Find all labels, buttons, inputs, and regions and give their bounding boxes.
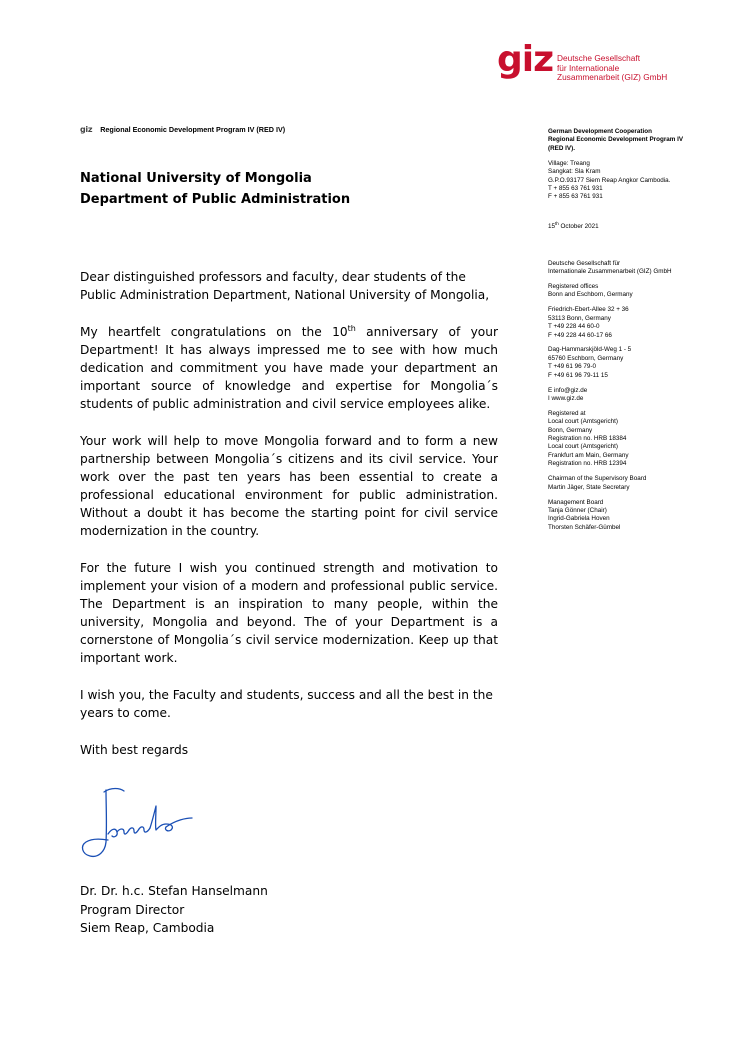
signer-name: Dr. Dr. h.c. Stefan Hanselmann (80, 884, 268, 898)
sidebar-line: 65760 Eschborn, Germany (548, 354, 624, 362)
sidebar-line: F + 855 63 761 931 (548, 193, 603, 201)
sidebar-line: Registration no. HRB 18384 (548, 435, 627, 443)
giz-logo-text (557, 54, 667, 83)
sidebar-line: Internationale Zusammenarbeit (GIZ) GmbH (548, 268, 672, 276)
date-day: 15 (548, 223, 556, 231)
sidebar-line: Registered offices (548, 282, 599, 290)
sidebar-line: Chairman of the Supervisory Board (548, 475, 647, 483)
letter-body (80, 268, 498, 778)
signer-location: Siem Reap, Cambodia (80, 921, 215, 935)
sidebar-line: Registration no. HRB 12394 (548, 460, 627, 468)
giz-logo-mark: giz (497, 39, 554, 80)
sidebar-line: Dag-Hammarskjöld-Weg 1 - 5 (548, 346, 632, 354)
sidebar-line: Registered at (548, 409, 586, 417)
sidebar-eschborn-office (548, 346, 728, 380)
logo-line: Deutsche Gesellschaft (557, 53, 641, 63)
letter-date (548, 223, 728, 231)
signer-title: Program Director (80, 902, 185, 917)
sidebar-bonn-office (548, 306, 728, 340)
sidebar-line: (RED IV). (548, 144, 575, 152)
paragraph-1-start: My heartfelt congratulations on the 10 (80, 325, 348, 339)
logo-line: für Internationale (557, 62, 620, 73)
sidebar-line: Village: Treang (548, 159, 590, 167)
web-line: I www.giz.de (548, 394, 584, 402)
sidebar-line: T + 855 63 761 931 (548, 184, 603, 192)
sidebar-line: Martin Jäger, State Secretary (548, 483, 630, 491)
closing: With best regards (80, 743, 189, 757)
sidebar-registered-offices (548, 283, 728, 300)
paragraph-2: Your work will help to move Mongolia forward and to form a new partnership between Mongolia´s citizens and its civil service. Your work over the past ten years has been essential to create a professional educational environment for public administration. Without a doubt it has become the starting point for civil service modernization in the country. (80, 434, 498, 538)
sidebar-line: Friedrich-Ebert-Allee 32 + 36 (548, 306, 629, 314)
sidebar-line: Management Board (548, 498, 604, 506)
sidebar-company (548, 260, 728, 277)
sidebar-chairman (548, 475, 728, 492)
paragraph-1 (80, 323, 498, 413)
signoff-block (80, 882, 268, 938)
sidebar-org (548, 128, 728, 153)
sidebar-line: Ingrid-Gabriela Hoven (548, 515, 610, 523)
date-rest: October 2021 (558, 223, 599, 231)
handwritten-signature (76, 784, 206, 864)
sidebar-address (548, 160, 728, 202)
paragraph-1-rest: anniversary of your Department! It has always impressed me to see with how much dedication and commitment you have made your department an important source of knowledge and expertise for Mongolia´s students of public administration and civil service employees alike. (80, 325, 499, 411)
giz-logo (497, 39, 697, 86)
sender-sidebar (548, 128, 728, 539)
sidebar-line: Regional Economic Development Program IV (548, 136, 684, 144)
sidebar-line: Local court (Amtsgericht) (548, 443, 618, 451)
recipient-line: Department of Public Administration (80, 192, 351, 207)
sidebar-line: Bonn and Eschborn, Germany (548, 291, 633, 299)
sidebar-court (548, 410, 728, 469)
sidebar-line: T +49 61 96 79-0 (548, 363, 597, 371)
sidebar-line: Sangkat: Sla Kram (548, 168, 601, 176)
recipient-block (80, 168, 350, 210)
sidebar-contact (548, 387, 728, 404)
salutation: Dear distinguished professors and faculty, dear students of the Public Administration Department, National University of Mongolia, (80, 270, 490, 302)
paragraph-3: For the future I wish you continued strength and motivation to implement your vision of a modern and professional public service. The Department is an inspiration to many people, within the university, Mongolia and beyond. The of your Department is a cornerstone of Mongolia´s civil service modernization. Keep up that important work. (80, 561, 498, 665)
sidebar-line: 53113 Bonn, Germany (548, 314, 611, 322)
mini-giz-logo: giz (80, 125, 93, 134)
date-suffix: th (555, 221, 559, 227)
sidebar-line: Local court (Amtsgericht) (548, 418, 618, 426)
sidebar-line: Bonn, Germany (548, 426, 593, 434)
paragraph-4: I wish you, the Faculty and students, success and all the best in the years to come. (80, 688, 493, 720)
sidebar-line: Tanja Gönner (Chair) (548, 506, 607, 514)
sidebar-line: G.P.O.93177 Siem Reap Angkor Cambodia. (548, 176, 671, 184)
recipient-line: National University of Mongolia (80, 171, 312, 186)
sidebar-line: F +49 228 44 60-17 66 (548, 331, 612, 339)
program-name: Regional Economic Development Program IV (RED IV) (100, 125, 286, 134)
sidebar-line: Frankfurt am Main, Germany (548, 451, 629, 459)
sidebar-board (548, 499, 728, 533)
sidebar-line: T +49 228 44 60-0 (548, 323, 600, 331)
program-header (80, 125, 285, 134)
sidebar-line: German Development Cooperation (548, 128, 652, 135)
sidebar-line: Deutsche Gesellschaft für (548, 259, 621, 267)
sidebar-line: Thorsten Schäfer-Gümbel (548, 523, 621, 531)
email-line: E info@giz.de (548, 386, 588, 394)
logo-line: Zusammenarbeit (GIZ) GmbH (557, 72, 668, 83)
sidebar-line: F +49 61 96 79-11 15 (548, 371, 608, 379)
ordinal-suffix: th (347, 323, 356, 333)
